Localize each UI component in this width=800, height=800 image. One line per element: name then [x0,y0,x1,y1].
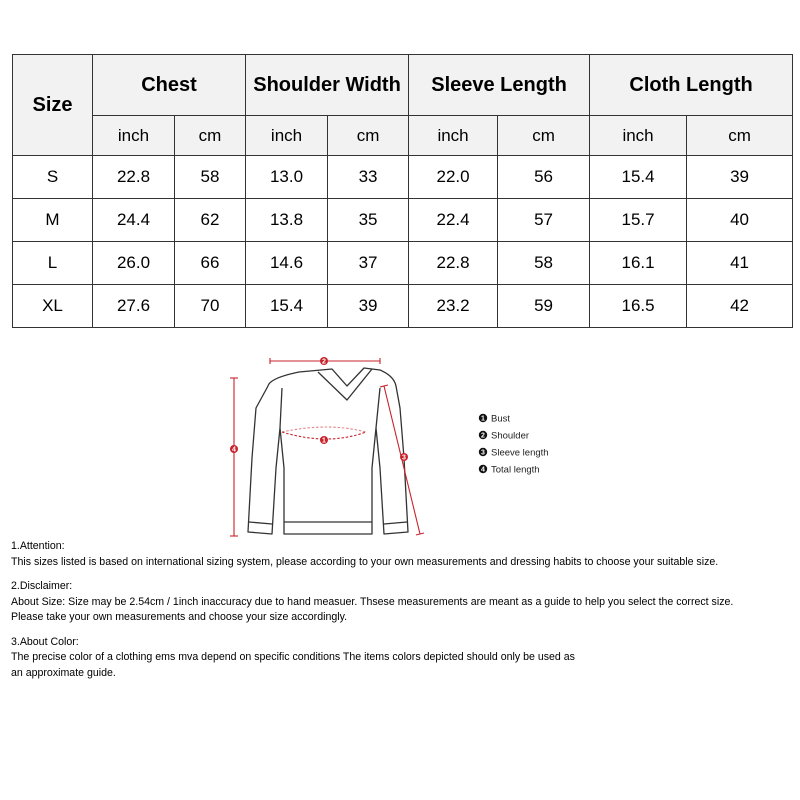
header-chest: Chest [93,55,246,116]
unit-cell: cm [498,116,590,156]
header-shoulder-width: Shoulder Width [246,55,409,116]
table-row [13,199,793,242]
marker-shoulder: 2 [322,358,326,366]
disclaimer-section [11,579,800,626]
table-row [13,242,793,285]
measurement-diagram [204,348,584,540]
size-cell: S [13,156,93,199]
value-cell: 59 [498,285,590,328]
value-cell: 42 [687,285,793,328]
size-chart-table [12,54,793,328]
attention-section [11,539,800,570]
value-cell: 15.4 [590,156,687,199]
attention-text: This sizes listed is based on international sizing system, please according to your own measurements and dressing habits to choose your suitable size. [11,555,719,568]
disclaimer-text: Please take your own measurements and choose your size accordingly. [11,611,348,623]
legend-number: 1 [481,415,485,423]
value-cell: 15.7 [590,199,687,242]
value-cell: 58 [175,156,246,199]
value-cell: 22.8 [409,242,498,285]
value-cell: 66 [175,242,246,285]
legend-number: 3 [481,449,485,457]
header-sleeve-length: Sleeve Length [409,55,590,116]
value-cell: 16.1 [590,242,687,285]
unit-cell: cm [175,116,246,156]
header-size: Size [13,55,93,156]
legend-item [479,414,511,425]
attention-title: 1.Attention: [11,540,65,552]
value-cell: 39 [328,285,409,328]
value-cell: 26.0 [93,242,175,285]
value-cell: 33 [328,156,409,199]
value-cell: 23.2 [409,285,498,328]
legend-label: Shoulder [491,430,530,442]
value-cell: 35 [328,199,409,242]
value-cell: 62 [175,199,246,242]
value-cell: 27.6 [93,285,175,328]
marker-sleeve: 3 [402,454,406,462]
value-cell: 56 [498,156,590,199]
unit-cell: cm [328,116,409,156]
value-cell: 13.0 [246,156,328,199]
value-cell: 22.0 [409,156,498,199]
value-cell: 22.4 [409,199,498,242]
value-cell: 39 [687,156,793,199]
color-title: 3.About Color: [11,635,79,648]
sweater-outline [248,368,408,534]
size-cell: M [13,199,93,242]
value-cell: 22.8 [93,156,175,199]
header-cloth-length: Cloth Length [590,55,793,116]
legend-number: 2 [481,432,485,440]
sweater-illustration [248,366,408,534]
value-cell: 24.4 [93,199,175,242]
value-cell: 58 [498,242,590,285]
unit-cell: cm [687,116,793,156]
legend-label: Sleeve length [491,447,549,459]
value-cell: 14.6 [246,242,328,285]
legend-item [479,465,540,476]
table-units-row [13,116,793,156]
unit-cell: inch [246,116,328,156]
legend-number: 4 [481,466,485,474]
size-cell: XL [13,285,93,328]
legend-label: Total length [491,464,540,476]
value-cell: 41 [687,242,793,285]
table-header-row [13,55,793,116]
unit-cell: inch [590,116,687,156]
color-text: an approximate guide. [11,666,116,679]
legend-label: Bust [491,413,511,425]
disclaimer-title: 2.Disclaimer: [11,580,73,592]
value-cell: 57 [498,199,590,242]
color-text: The precise color of a clothing ems mva depend on specific conditions The items colors depicted should only be used as [11,651,575,663]
value-cell: 16.5 [590,285,687,328]
table-row [13,285,793,328]
legend-item [479,448,549,459]
value-cell: 70 [175,285,246,328]
unit-cell: inch [409,116,498,156]
marker-bust: 1 [322,437,326,445]
unit-cell: inch [93,116,175,156]
diagram-legend [479,414,549,476]
disclaimer-text: About Size: Size may be 2.54cm / 1inch inaccuracy due to hand measuer. Thsese measurements are meant as a guide to help you select the correct size. [11,595,734,608]
value-cell: 40 [687,199,793,242]
legend-item [479,431,529,442]
table-row [13,156,793,199]
marker-total: 4 [232,446,236,454]
value-cell: 15.4 [246,285,328,328]
value-cell: 37 [328,242,409,285]
size-notes [11,539,800,681]
value-cell: 13.8 [246,199,328,242]
color-section [11,635,800,682]
size-cell: L [13,242,93,285]
